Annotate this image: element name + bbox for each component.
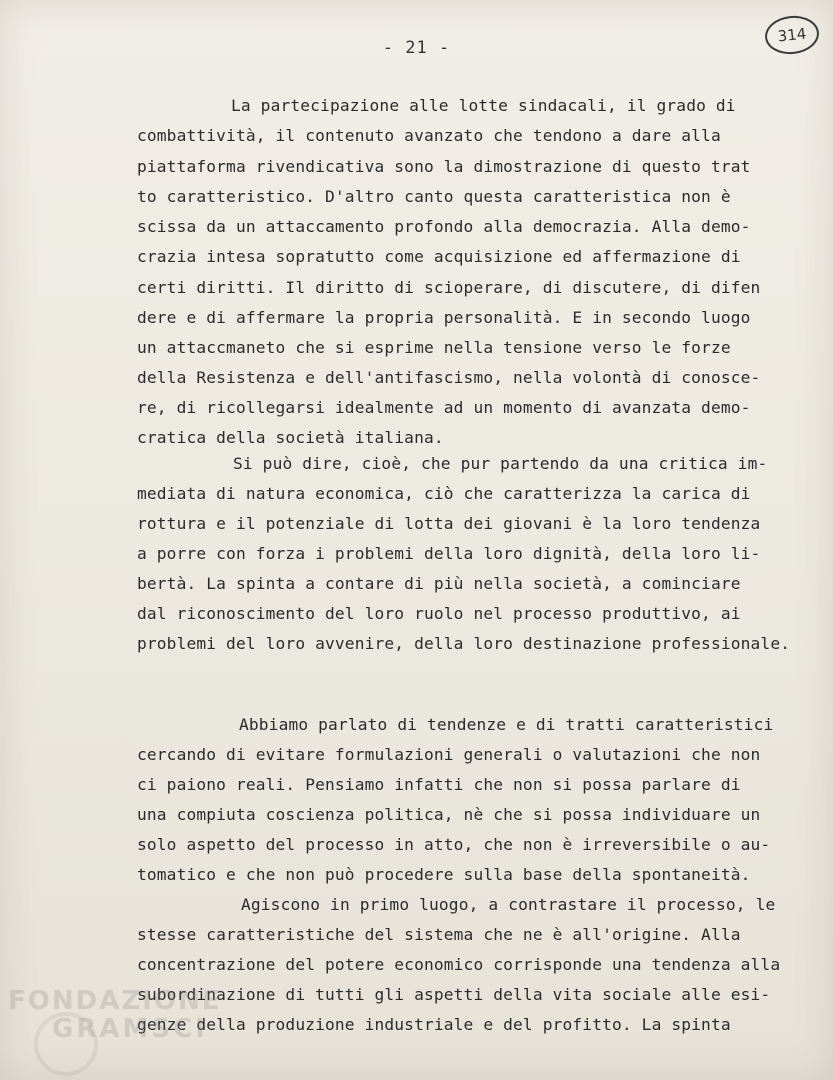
text-line: problemi del loro avvenire, della loro destinazione professionale. [137,634,791,653]
watermark-line-1: FONDAZIONE [8,986,222,1016]
text-line: Agiscono in primo luogo, a contrastare il processo, le [241,895,776,914]
text-line: mediata di natura economica, ciò che caratterizza la carica di [137,484,751,503]
text-line: della Resistenza e dell'antifascismo, nella volontà di conosce- [137,368,761,387]
text-line: un attaccmaneto che si esprime nella tensione verso le forze [137,338,731,357]
watermark [8,988,221,1042]
text-line: combattività, il contenuto avanzato che tendono a dare alla [137,126,721,145]
text-line: stesse caratteristiche del sistema che ne è all'origine. Alla [137,925,741,944]
text-line: crazia intesa sopratutto come acquisizione ed affermazione di [137,247,741,266]
text-line: dere e di affermare la propria personalità. E in secondo luogo [137,308,751,327]
text-line: cercando di evitare formulazioni generali o valutazioni che non [137,745,761,764]
text-line: re, di ricollegarsi idealmente ad un momento di avanzata demo- [137,398,751,417]
text-line: piattaforma rivendicativa sono la dimostrazione di questo trat [137,157,751,176]
text-line: certi diritti. Il diritto di scioperare, di discutere, di difen [137,278,761,297]
text-line: a porre con forza i problemi della loro dignità, della loro li- [137,544,761,563]
text-line: solo aspetto del processo in atto, che non è irreversibile o au- [137,835,771,854]
watermark-line-2: GRAMSCI [52,1014,208,1044]
text-line: bertà. La spinta a contare di più nella società, a cominciare [137,574,741,593]
text-line: to caratteristico. D'altro canto questa caratteristica non è [137,187,731,206]
text-line: una compiuta coscienza politica, nè che si possa individuare un [137,805,761,824]
text-line: cratica della società italiana. [137,428,444,447]
archive-stamp: 314 [763,13,821,56]
page-number: - 21 - [382,38,451,58]
text-line: concentrazione del potere economico corrisponde una tendenza alla [137,955,781,974]
text-line: rottura e il potenziale di lotta dei giovani è la loro tendenza [137,514,761,533]
text-line: dal riconoscimento del loro ruolo nel processo produttivo, ai [137,604,741,623]
text-line: Si può dire, cioè, che pur partendo da una critica im- [233,454,768,473]
text-line: subordinazione di tutti gli aspetti della vita sociale alle esi- [137,985,771,1004]
text-line: tomatico e che non può procedere sulla base della spontaneità. [137,865,751,884]
text-line: scissa da un attaccamento profondo alla democrazia. Alla demo- [137,217,751,236]
text-line: genze della produzione industriale e del profitto. La spinta [137,1015,731,1034]
text-line: Abbiamo parlato di tendenze e di tratti caratteristici [239,715,774,734]
text-line: ci paiono reali. Pensiamo infatti che non si possa parlare di [137,775,741,794]
text-line: La partecipazione alle lotte sindacali, il grado di [231,96,736,115]
